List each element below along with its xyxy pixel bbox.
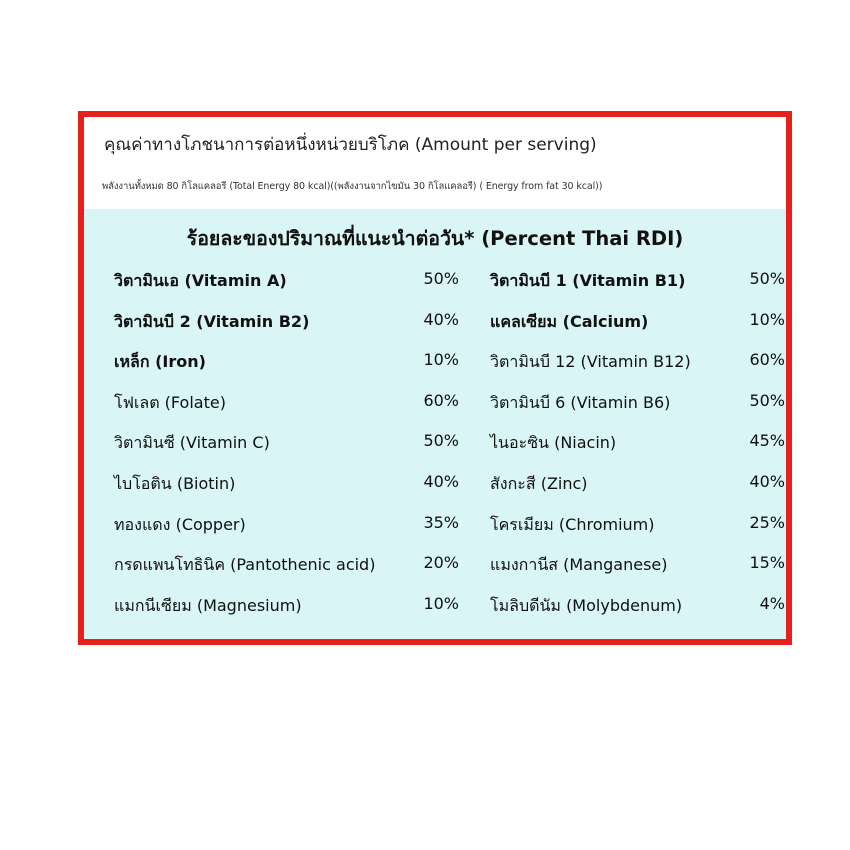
nutrient-name: วิตามินบี 2 (Vitamin B2)	[114, 311, 310, 331]
nutrient-percent: 40%	[423, 309, 459, 329]
nutrient-percent: 40%	[423, 471, 459, 491]
nutrient-name: วิตามินบี 12 (Vitamin B12)	[490, 352, 691, 372]
nutrient-row	[114, 594, 459, 635]
nutrient-percent: 35%	[423, 512, 459, 532]
nutrient-row	[490, 553, 785, 594]
nutrient-row	[490, 269, 785, 310]
nutrient-percent: 60%	[749, 350, 785, 370]
nutrient-row	[490, 431, 785, 472]
nutrient-row	[114, 431, 459, 472]
nutrient-percent: 60%	[423, 390, 459, 410]
nutrient-row	[114, 513, 459, 554]
nutrient-name: วิตามินบี 1 (Vitamin B1)	[490, 271, 686, 290]
nutrient-percent: 25%	[749, 512, 785, 532]
nutrient-row	[490, 350, 785, 391]
nutrient-name: แมกนีเซียม (Magnesium)	[114, 595, 302, 615]
nutrient-list-left	[114, 269, 459, 634]
nutrient-percent: 10%	[423, 593, 459, 613]
nutrient-name: แมงกานีส (Manganese)	[490, 555, 668, 575]
nutrient-row	[490, 513, 785, 554]
nutrient-name: ไบโอติน (Biotin)	[114, 473, 236, 493]
nutrient-percent: 10%	[423, 350, 459, 370]
nutrition-label	[78, 111, 792, 645]
energy-line: พลังงานทั้งหมด 80 กิโลแคลอรี (Total Energy 80 kcal)((พลังงานจากไขมัน 30 กิโลแคลอรี) ( Energy from fat 30 kcal))	[102, 181, 603, 192]
nutrient-percent: 50%	[423, 269, 459, 288]
nutrient-row	[114, 350, 459, 391]
nutrient-row	[490, 472, 785, 513]
nutrient-row	[114, 269, 459, 310]
nutrient-row	[490, 391, 785, 432]
nutrient-row	[114, 553, 459, 594]
nutrient-percent: 20%	[423, 553, 459, 573]
nutrient-name: โครเมียม (Chromium)	[490, 514, 655, 534]
label-header	[84, 117, 786, 209]
nutrient-list-right	[490, 269, 785, 634]
nutrient-row	[114, 391, 459, 432]
nutrient-percent: 50%	[423, 431, 459, 451]
nutrient-row	[490, 594, 785, 635]
nutrient-row	[490, 310, 785, 351]
nutrient-name: กรดแพนโทธินิค (Pantothenic acid)	[114, 555, 376, 575]
nutrient-name: วิตามินเอ (Vitamin A)	[114, 271, 287, 290]
nutrient-name: ไนอะซิน (Niacin)	[490, 433, 617, 453]
nutrient-name: วิตามินบี 6 (Vitamin B6)	[490, 392, 671, 412]
nutrient-percent: 50%	[749, 269, 785, 288]
nutrient-name: แคลเซียม (Calcium)	[490, 311, 649, 331]
nutrient-name: สังกะสี (Zinc)	[490, 473, 588, 493]
nutrient-percent: 15%	[749, 553, 785, 573]
nutrient-name: โมลิบดีนัม (Molybdenum)	[490, 595, 683, 615]
nutrient-name: วิตามินซี (Vitamin C)	[114, 433, 270, 453]
nutrient-name: เหล็ก (Iron)	[114, 352, 206, 372]
nutrient-percent: 40%	[749, 471, 785, 491]
serving-title: คุณค่าทางโภชนาการต่อหนึ่งหน่วยบริโภค (Amount per serving)	[104, 135, 597, 155]
nutrient-percent: 10%	[749, 309, 785, 329]
nutrient-name: โฟเลต (Folate)	[114, 392, 226, 412]
nutrient-percent: 50%	[749, 390, 785, 410]
nutrient-percent: 45%	[749, 431, 785, 451]
nutrient-name: ทองแดง (Copper)	[114, 514, 246, 534]
nutrient-row	[114, 310, 459, 351]
nutrient-row	[114, 472, 459, 513]
rdi-panel	[84, 209, 786, 639]
rdi-title: ร้อยละของปริมาณที่แนะนำต่อวัน* (Percent Thai RDI)	[186, 227, 684, 250]
nutrient-percent: 4%	[759, 593, 785, 613]
